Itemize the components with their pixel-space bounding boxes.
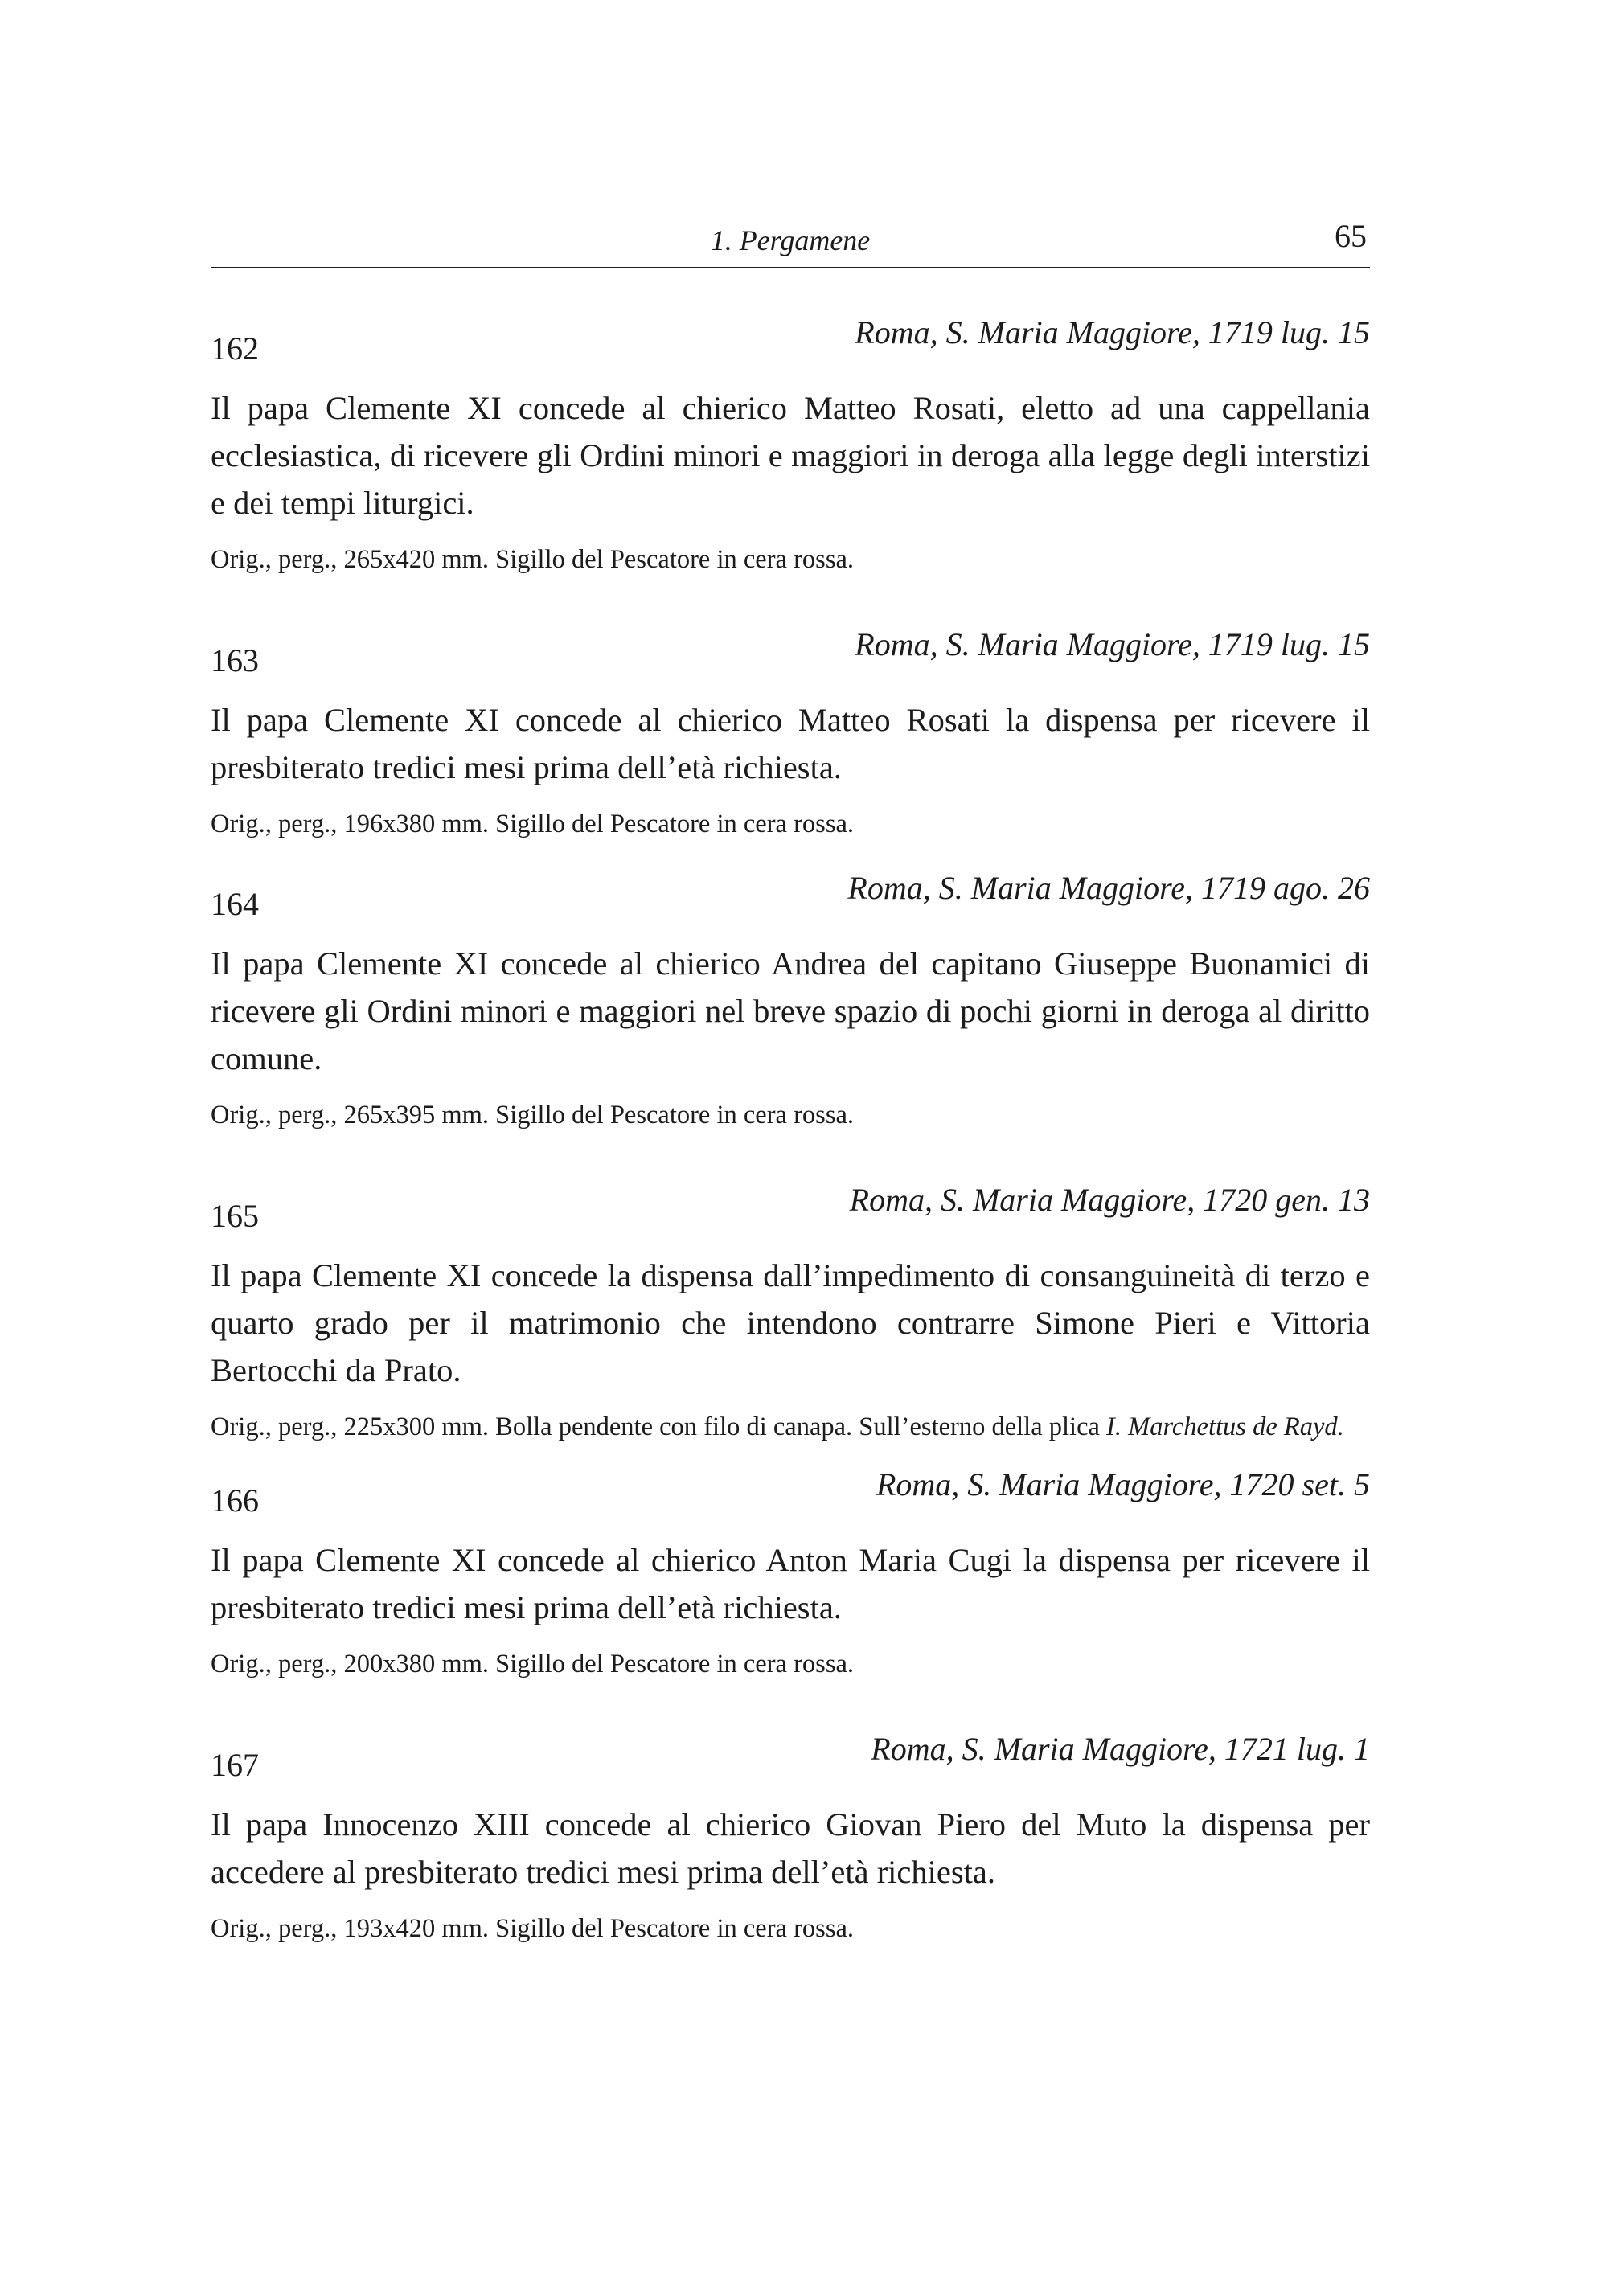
entry-place-date: Roma, S. Maria Maggiore, 1720 set. 5 bbox=[876, 1466, 1370, 1502]
entry-place-date: Roma, S. Maria Maggiore, 1719 ago. 26 bbox=[847, 870, 1370, 906]
entry-164 bbox=[211, 869, 1370, 1134]
entry-165 bbox=[211, 1181, 1370, 1446]
entry-head bbox=[211, 1181, 1370, 1234]
entry-number: 162 bbox=[211, 330, 259, 367]
entry-number: 165 bbox=[211, 1198, 259, 1234]
entry-text: Il papa Clemente XI concede al chierico Anton Maria Cugi la dispensa per ricevere il presbiterato tredici mesi prima dell’età richiesta. bbox=[211, 1542, 1370, 1625]
entry-note bbox=[211, 1097, 1370, 1134]
entry-place-date: Roma, S. Maria Maggiore, 1720 gen. 13 bbox=[849, 1182, 1370, 1218]
entry-note-text: Orig., perg., 265x395 mm. Sigillo del Pescatore in cera rossa. bbox=[211, 1101, 855, 1129]
entry-head bbox=[211, 625, 1370, 678]
entry-167 bbox=[211, 1730, 1370, 1948]
entry-head bbox=[211, 314, 1370, 367]
entry-number: 166 bbox=[211, 1482, 259, 1519]
entry-number: 167 bbox=[211, 1747, 259, 1783]
entry-note-italic: I. Marchettus de Rayd. bbox=[1106, 1412, 1344, 1441]
entry-number: 164 bbox=[211, 886, 259, 922]
entry-head bbox=[211, 1465, 1370, 1519]
entry-note-text: Orig., perg., 196x380 mm. Sigillo del Pescatore in cera rossa. bbox=[211, 810, 855, 838]
entry-place-date: Roma, S. Maria Maggiore, 1719 lug. 15 bbox=[855, 314, 1370, 350]
page-number: 65 bbox=[1335, 218, 1367, 254]
entry-number: 163 bbox=[211, 642, 259, 678]
entry-note-text: Orig., perg., 200x380 mm. Sigillo del Pescatore in cera rossa. bbox=[211, 1650, 855, 1679]
running-head bbox=[211, 217, 1370, 268]
entry-note-text: Orig., perg., 193x420 mm. Sigillo del Pescatore in cera rossa. bbox=[211, 1914, 855, 1943]
entry-note-text: Orig., perg., 265x420 mm. Sigillo del Pescatore in cera rossa. bbox=[211, 545, 855, 574]
entry-166 bbox=[211, 1465, 1370, 1683]
entry-head bbox=[211, 1730, 1370, 1783]
entry-text: Il papa Clemente XI concede la dispensa dall’impedimento di consanguineità di terzo e quarto grado per il matrimonio che intendono contrarre Simone Pieri e Vittoria Bertocchi da Prato. bbox=[211, 1257, 1370, 1388]
entry-note bbox=[211, 1910, 1370, 1948]
entry-text: Il papa Clemente XI concede al chierico Matteo Rosati, eletto ad una cappellania ecclesiastica, di ricevere gli Ordini minori e maggiori in deroga alla legge degli interstizi e dei tempi liturgici. bbox=[211, 390, 1370, 521]
entry-head bbox=[211, 869, 1370, 922]
entry-text: Il papa Clemente XI concede al chierico Andrea del capitano Giuseppe Buonamici di ricevere gli Ordini minori e maggiori nel breve spazio di pochi giorni in deroga al diritto comune. bbox=[211, 945, 1370, 1076]
entry-163 bbox=[211, 625, 1370, 843]
entry-note bbox=[211, 1408, 1370, 1446]
entry-note-text: Orig., perg., 225x300 mm. Bolla pendente con filo di canapa. Sull’esterno della plica bbox=[211, 1412, 1107, 1441]
entry-text: Il papa Clemente XI concede al chierico Matteo Rosati la dispensa per ricevere il presbiterato tredici mesi prima dell’età richiesta. bbox=[211, 702, 1370, 785]
entries-list bbox=[211, 314, 1370, 1948]
entry-note bbox=[211, 541, 1370, 579]
entry-note bbox=[211, 805, 1370, 843]
entry-162 bbox=[211, 314, 1370, 579]
entry-place-date: Roma, S. Maria Maggiore, 1719 lug. 15 bbox=[855, 626, 1370, 662]
entry-text: Il papa Innocenzo XIII concede al chierico Giovan Piero del Muto la dispensa per accedere al presbiterato tredici mesi prima dell’età richiesta. bbox=[211, 1806, 1370, 1890]
running-title: 1. Pergamene bbox=[710, 224, 871, 256]
entry-note bbox=[211, 1646, 1370, 1683]
entry-place-date: Roma, S. Maria Maggiore, 1721 lug. 1 bbox=[871, 1731, 1370, 1767]
